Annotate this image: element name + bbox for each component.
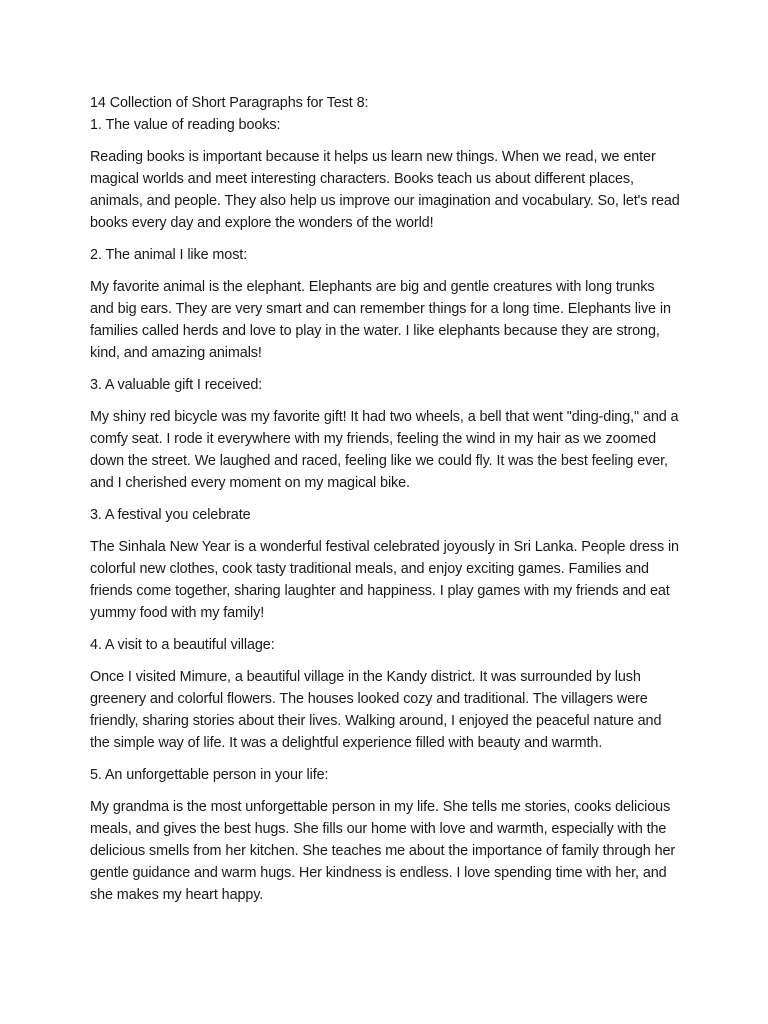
section-heading: 3. A valuable gift I received: <box>90 377 263 393</box>
section-heading: 2. The animal I like most: <box>90 247 248 263</box>
title-block <box>90 92 682 136</box>
section-heading: 3. A festival you celebrate <box>90 507 251 523</box>
section-paragraph: Reading books is important because it helps us learn new things. When we read, we enter magical worlds and meet interesting characters. Books teach us about different places, animals, and people. They also help us improve our imagination and vocabulary. So, let's read books every day and explore the wonders of the world! <box>90 149 680 231</box>
section-paragraph: My shiny red bicycle was my favorite gift! It had two wheels, a bell that went "ding-ding," and a comfy seat. I rode it everywhere with my friends, feeling the wind in my hair as we zoomed down the street. We laughed and raced, feeling like we could fly. It was the best feeling ever, and I cherished every moment on my magical bike. <box>90 409 679 491</box>
section-heading: 5. An unforgettable person in your life: <box>90 767 329 783</box>
section-paragraph: Once I visited Mimure, a beautiful village in the Kandy district. It was surrounded by lush greenery and colorful flowers. The houses looked cozy and traditional. The villagers were friendly, sharing stories about their lives. Walking around, I enjoyed the peaceful nature and the simple way of life. It was a delightful experience filled with beauty and warmth. <box>90 669 662 751</box>
section-paragraph: My grandma is the most unforgettable person in my life. She tells me stories, cooks delicious meals, and gives the best hugs. She fills our home with love and warmth, especially with the delicious smells from her kitchen. She teaches me about the importance of family through her gentle guidance and warm hugs. Her kindness is endless. I love spending time with her, and she makes my heart happy. <box>90 799 676 903</box>
document-page <box>90 92 682 916</box>
document-title: 14 Collection of Short Paragraphs for Test 8: <box>90 95 369 111</box>
section-heading: 1. The value of reading books: <box>90 117 281 133</box>
section-heading: 4. A visit to a beautiful village: <box>90 637 275 653</box>
section-paragraph: The Sinhala New Year is a wonderful festival celebrated joyously in Sri Lanka. People dress in colorful new clothes, cook tasty traditional meals, and enjoy exciting games. Families and friends come together, sharing laughter and happiness. I play games with my friends and eat yummy food with my family! <box>90 539 679 621</box>
section-paragraph: My favorite animal is the elephant. Elephants are big and gentle creatures with long trunks and big ears. They are very smart and can remember things for a long time. Elephants live in families called herds and love to play in the water. I like elephants because they are strong, kind, and amazing animals! <box>90 279 671 361</box>
